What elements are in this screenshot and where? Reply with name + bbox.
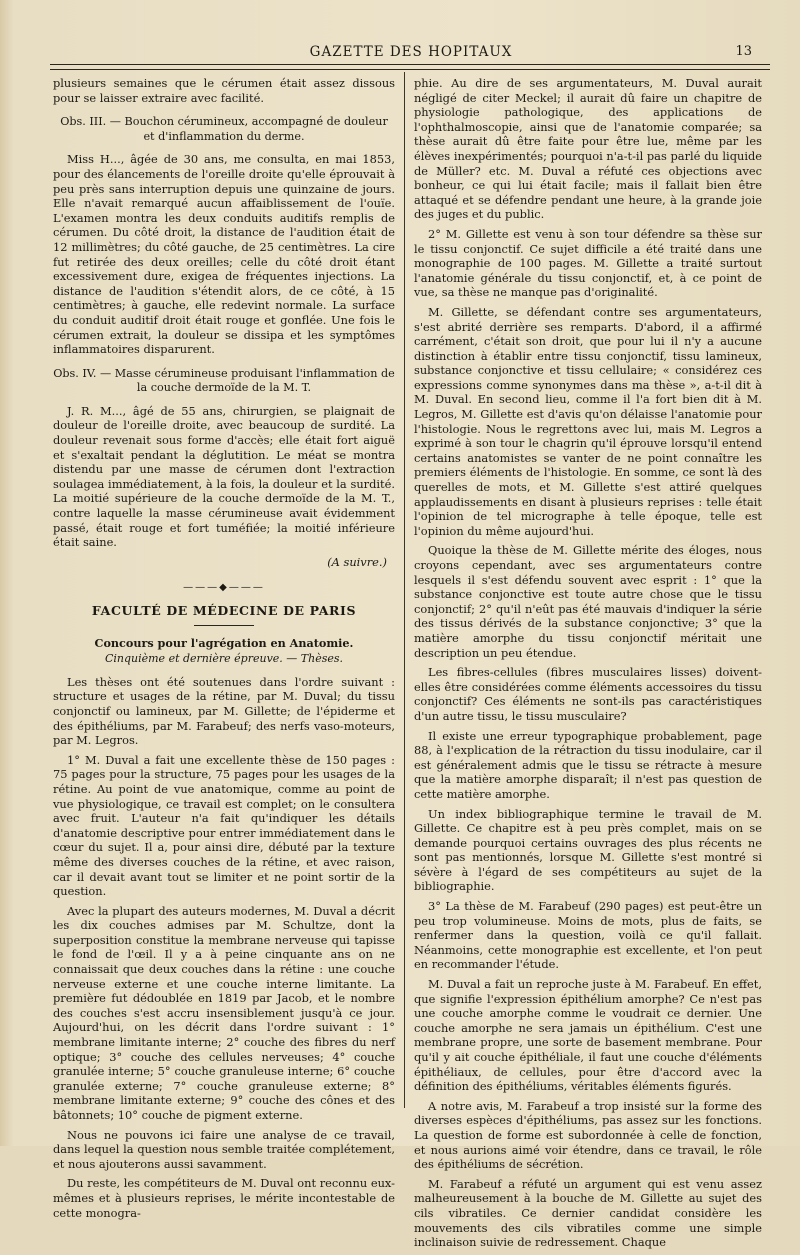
paragraph: plusieurs semaines que le cérumen était assez dissous pour se laisser extraire avec facilité. xyxy=(53,76,395,105)
page-header xyxy=(50,42,772,64)
header-rule-thin xyxy=(50,69,770,70)
paragraph: 1° M. Duval a fait une excellente thèse de 150 pages : 75 pages pour la structure, 75 pages pour les usages de la rétine. Au point de vue anatomique, comme au point de vue physiologique, ce travail est complet; on le consultera avec fruit. L'auteur n'a fait qu'indiquer les détails d'anatomie descriptive pour entrer immédiatement dans le cœur du sujet. Il a, pour ainsi dire, débuté par la texture même des diverses couches de la rétine, et avec raison, car il devait avant tout se limiter et ne point sortir de la question. xyxy=(53,752,395,899)
page-number: 13 xyxy=(735,44,752,59)
paragraph: Avec la plupart des auteurs modernes, M. Duval a décrit les dix couches admises par M. Schultze, dont la superposition constitue la membrane nerveuse qui tapisse le fond de l'œil. Il y a à peine cinquante ans on ne connaissait que deux couches dans la rétine : une couche nerveuse externe et une couche interne limitante. La première fut dédoublée en 1819 par Jacob, et le nombre des couches s'est accru insensiblement jusqu'à ce jour. Aujourd'hui, on les décrit dans l'ordre suivant : 1° membrane limitante interne; 2° couche des fibres du nerf optique; 3° couche des cellules nerveuses; 4° couche granulée interne; 5° couche granuleuse interne; 6° couche granulée externe; 7° couche granuleuse externe; 8° membrane limitante externe; 9° couche des cônes et des bâtonnets; 10° couche de pigment externe. xyxy=(53,903,395,1122)
short-rule xyxy=(194,625,254,626)
paragraph: A notre avis, M. Farabeuf a trop insisté sur la forme des diverses espèces d'épithéliums, pas assez sur les fonctions. La question de forme est subordonnée à celle de fonction, et nous aurions aimé voir étendre, dans ce travail, le rôle des épithéliums de sécrétion. xyxy=(414,1098,762,1172)
section-heading: FACULTÉ DE MÉDECINE DE PARIS xyxy=(91,603,357,618)
paragraph: M. Duval a fait un reproche juste à M. Farabeuf. En effet, que signifie l'expression épithélium amorphe? Ce n'est pas une couche amorphe comme le voudrait ce dernier. Une couche amorphe ne sera jamais un épithélium. C'est une membrane propre, une sorte de basement membrane. Pour qu'il y ait couche épithéliale, il faut une couche d'éléments épithéliaux, de cellules, pour être d'accord avec la définition des épithéliums, véritables éléments figurés. xyxy=(414,977,762,1094)
paragraph: phie. Au dire de ses argumentateurs, M. Duval aurait négligé de citer Meckel; il aurait dû faire un chapitre de physiologie pathologique, des applications de l'ophthalmoscopie, ainsi que de l'anatomie comparée; sa thèse aurait dû être faite pour être lue, même par les élèves inexpérimentés; pourquoi n'a-t-il pas parlé du liquide de Müller? etc. M. Duval a réfuté ces objections avec bonheur, ce qui lui était facile; mais il fallait bien être attaqué et se défendre pendant une heure, à la grande joie des juges et du public. xyxy=(414,76,762,222)
left-column xyxy=(53,76,395,1225)
paragraph: Miss H..., âgée de 30 ans, me consulta, en mai 1853, pour des élancements de l'oreille droite qu'elle éprouvait à peu près sans interruption depuis une quinzaine de jours. Elle n'avait remarqué aucun affaiblissement de l'ouïe. L'examen montra les deux conduits auditifs remplis de cérumen. Du côté droit, la distance de l'audition était de 12 millimètres; du côté gauche, de 25 centimètres. La cire fut retirée des deux oreilles; celle du côté droit étant excessivement dure, exigea de fréquentes injections. La distance de l'audition s'étendit alors, de ce côté, à 15 centimètres; à gauche, elle redevint normale. La surface du conduit auditif droit était rouge et gonflée. Une fois le cérumen extrait, la douleur se dissipa et les symptômes inflammatoires disparurent. xyxy=(53,152,395,357)
paragraph: 2° M. Gillette est venu à son tour défendre sa thèse sur le tissu conjonctif. Ce sujet difficile a été traité dans une monographie de 100 pages. M. Gillette a traité surtout l'anatomie générale du tissu conjonctif, et, à ce point de vue, sa thèse ne manque pas d'originalité. xyxy=(414,226,762,300)
paragraph: 3° La thèse de M. Farabeuf (290 pages) est peut-être un peu trop volumineuse. Moins de mots, plus de faits, se renfermer dans la question, voilà ce qu'il fallait. Néanmoins, cette monographie est excellente, et l'on peut en recommander l'étude. xyxy=(414,899,762,972)
observation-title: Obs. IV. — Masse cérumineuse produisant l'inflammation de la couche dermoïde de la M. T. xyxy=(53,366,395,395)
observation-title: Obs. III. — Bouchon cérumineux, accompagné de douleur et d'inflammation du derme. xyxy=(60,115,388,143)
paragraph: M. Farabeuf a réfuté un argument qui est venu assez malheureusement à la bouche de M. Gillette au sujet des cils vibratiles. Ce dernier candidat considère les mouvements des cils vibratiles comme une simple inclinaison suivie de redressement. Chaque xyxy=(414,1176,762,1250)
contest-subheading: Cinquième et dernière épreuve. — Thèses. xyxy=(104,652,344,666)
column-divider xyxy=(404,72,405,1108)
to-be-continued: (A suivre.) xyxy=(327,554,387,569)
running-title: GAZETTE DES HOPITAUX xyxy=(309,44,513,60)
paragraph: Un index bibliographique termine le travail de M. Gillette. Ce chapitre est à peu près complet, mais on se demande pourquoi certains ouvrages des plus récents ne sont pas mentionnés, lorsque M. Gillette s'est montré si sévère à l'égard de ses compétiteurs au sujet de la bibliographie. xyxy=(414,806,762,894)
right-column xyxy=(414,76,762,1255)
header-rule xyxy=(50,64,770,65)
contest-heading: Concours pour l'agrégation en Anatomie. xyxy=(94,635,354,650)
ornament-divider: ———◆——— xyxy=(183,582,265,594)
paragraph: Nous ne pouvons ici faire une analyse de ce travail, dans lequel la question nous semble traitée complétement, et nous ajouterons aussi savamment. xyxy=(53,1127,395,1171)
paragraph: Il existe une erreur typographique probablement, page 88, à l'explication de la rétraction du tissu inodulaire, car il est généralement admis que le tissu se rétracte à mesure que la matière amorphe disparaît; il n'est pas question de cette matière amorphe. xyxy=(414,728,762,801)
paragraph: J. R. M..., âgé de 55 ans, chirurgien, se plaignait de douleur de l'oreille droite, avec beaucoup de surdité. La douleur revenait sous forme d'accès; elle était fort aiguë et s'exaltait pendant la déglutition. Le méat se montra distendu par une masse de cérumen dont l'extraction soulagea immédiatement, à la fois, la douleur et la surdité. La moitié supérieure de la couche dermoïde de la M. T., contre laquelle la masse cérumineuse avait évidemment passé, était rouge et fort tuméfiée; la moitié inférieure était saine. xyxy=(53,403,395,550)
paragraph: Les fibres-cellules (fibres musculaires lisses) doivent-elles être considérées comme éléments accessoires du tissu conjonctif? Ces éléments ne sont-ils pas caractéristiques d'un autre tissu, le tissu musculaire? xyxy=(414,665,762,723)
paragraph: Les thèses ont été soutenues dans l'ordre suivant : structure et usages de la rétine, par M. Duval; du tissu conjonctif ou lamineux, par M. Gillette; de l'épiderme et des épithéliums, par M. Farabeuf; des nerfs vaso-moteurs, par M. Legros. xyxy=(53,674,395,748)
paragraph: M. Gillette, se défendant contre ses argumentateurs, s'est abrité derrière ses remparts. D'abord, il a affirmé carrément, c'était son droit, que pour lui il n'y a aucune distinction à établir entre tissu conjonctif, tissu lamineux, substance conjonctive et tissu cellulaire; « considérez ces expressions comme synonymes dans ma thèse », a-t-il dit à M. Duval. En second lieu, comme il l'a fort bien dit à M. Legros, M. Gillette est d'avis qu'on délaisse l'anatomie pour l'histologie. Nous le regrettons avec lui, mais M. Legros a exprimé à son tour le chagrin qu'il éprouve lorsqu'il entend certains anatomistes se vanter de ne point connaître les premiers éléments de l'histologie. En somme, ce sont là des querelles de mots, et M. Gillette s'est attiré quelques applaudissements en disant à plusieurs reprises : telle était l'opinion de tel micrographe à telle époque, telle est l'opinion du même aujourd'hui. xyxy=(414,304,762,538)
paragraph: Du reste, les compétiteurs de M. Duval ont reconnu eux-mêmes et à plusieurs reprises, le mérite incontestable de cette monogra- xyxy=(53,1176,395,1220)
paragraph: Quoique la thèse de M. Gillette mérite des éloges, nous croyons cependant, avec ses argumentateurs contre lesquels il s'est défendu souvent avec esprit : 1° que la substance conjonctive est toute autre chose que le tissu conjonctif; 2° qu'il n'eût pas été mauvais d'indiquer la série des tissus dérivés de la substance conjonctive; 3° que la matière amorphe du tissu conjonctif méritait une description un peu étendue. xyxy=(414,543,762,660)
